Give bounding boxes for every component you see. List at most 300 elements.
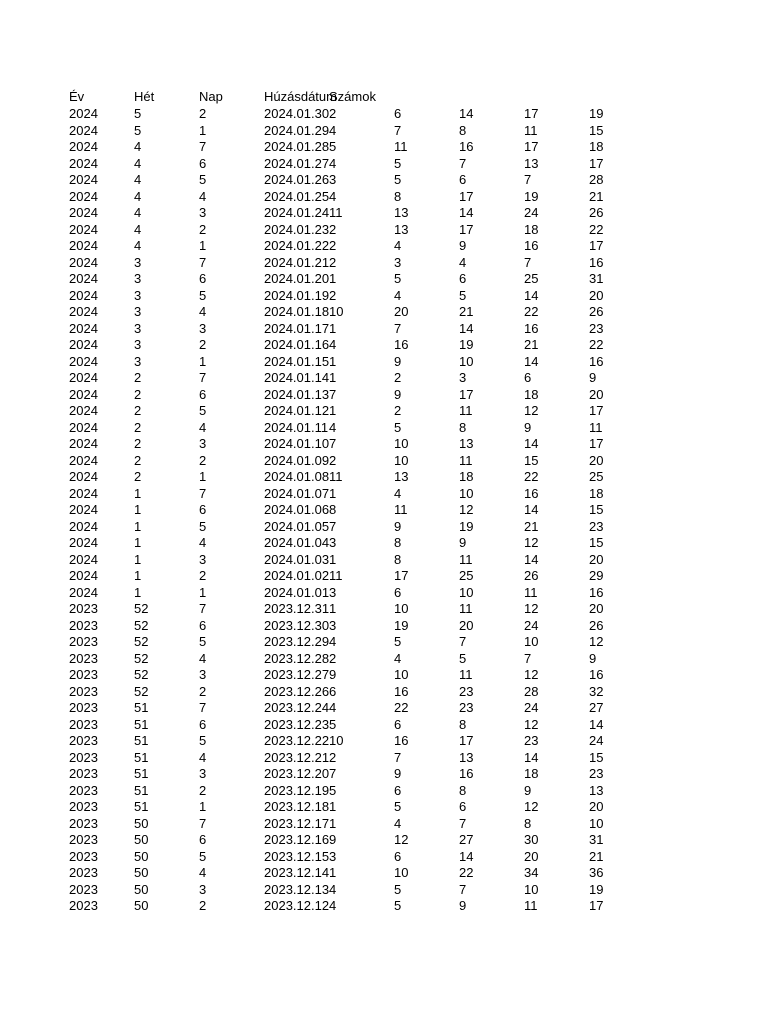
date-cell: 2023.12.13 bbox=[264, 881, 330, 897]
year-cell: 2024 bbox=[69, 139, 98, 154]
year-cell: 2023 bbox=[69, 832, 98, 847]
number-4-cell: 11 bbox=[524, 584, 538, 600]
day-cell: 6 bbox=[199, 617, 207, 633]
number-2-cell: 2 bbox=[394, 370, 402, 385]
date-cell: 2024.01.24 bbox=[264, 205, 330, 220]
year-cell: 2023 bbox=[69, 601, 98, 616]
day-cell: 1 bbox=[199, 353, 207, 369]
year-cell: 2024 bbox=[69, 353, 98, 369]
number-1-cell: 4 bbox=[329, 337, 337, 352]
week-cell: 2 bbox=[134, 386, 142, 402]
number-4-cell: 23 bbox=[524, 733, 539, 748]
number-5-cell: 29 bbox=[589, 568, 604, 583]
number-5-cell: 12 bbox=[589, 634, 604, 649]
number-3-cell: 14 bbox=[459, 848, 474, 864]
table-row bbox=[0, 700, 768, 717]
table-row bbox=[0, 337, 768, 354]
day-cell: 2 bbox=[199, 337, 207, 352]
week-cell: 5 bbox=[134, 106, 142, 121]
year-cell: 2024 bbox=[69, 221, 98, 237]
number-5-cell: 20 bbox=[589, 452, 604, 468]
number-2-cell: 5 bbox=[394, 881, 402, 897]
day-cell: 4 bbox=[199, 419, 207, 435]
date-cell: 2024.01.18 bbox=[264, 304, 330, 319]
week-cell: 2 bbox=[134, 436, 142, 451]
number-1-cell: 7 bbox=[329, 436, 337, 451]
year-cell: 2024 bbox=[69, 205, 98, 220]
number-2-cell: 20 bbox=[394, 304, 409, 319]
date-cell: 2023.12.31 bbox=[264, 601, 330, 616]
number-4-cell: 12 bbox=[524, 716, 539, 732]
number-1-cell: 11 bbox=[329, 205, 343, 220]
number-5-cell: 17 bbox=[589, 238, 604, 253]
number-5-cell: 31 bbox=[589, 271, 604, 286]
week-cell: 50 bbox=[134, 865, 149, 880]
number-1-cell: 7 bbox=[329, 766, 337, 781]
number-2-cell: 9 bbox=[394, 766, 402, 781]
number-3-cell: 16 bbox=[459, 139, 474, 154]
week-cell: 4 bbox=[134, 238, 142, 253]
week-cell: 50 bbox=[134, 848, 149, 864]
number-4-cell: 14 bbox=[524, 502, 539, 517]
number-3-cell: 8 bbox=[459, 419, 467, 435]
number-2-cell: 13 bbox=[394, 469, 409, 484]
number-5-cell: 23 bbox=[589, 518, 604, 534]
year-cell: 2023 bbox=[69, 617, 98, 633]
date-cell: 2024.01.10 bbox=[264, 436, 330, 451]
number-5-cell: 26 bbox=[589, 205, 604, 220]
number-2-cell: 16 bbox=[394, 733, 409, 748]
number-4-cell: 10 bbox=[524, 634, 539, 649]
number-2-cell: 22 bbox=[394, 700, 409, 715]
day-cell: 3 bbox=[199, 766, 207, 781]
table-row bbox=[0, 370, 768, 387]
number-3-cell: 4 bbox=[459, 254, 467, 270]
week-cell: 1 bbox=[134, 568, 142, 583]
week-cell: 52 bbox=[134, 650, 149, 666]
number-4-cell: 16 bbox=[524, 485, 539, 501]
number-2-cell: 9 bbox=[394, 518, 402, 534]
date-cell: 2024.01.21 bbox=[264, 254, 330, 270]
number-3-cell: 20 bbox=[459, 617, 474, 633]
number-3-cell: 17 bbox=[459, 386, 474, 402]
day-cell: 4 bbox=[199, 749, 207, 765]
week-cell: 2 bbox=[134, 469, 142, 484]
date-cell: 2024.01.25 bbox=[264, 188, 330, 204]
number-2-cell: 10 bbox=[394, 667, 409, 682]
date-cell: 2023.12.28 bbox=[264, 650, 330, 666]
number-1-cell: 1 bbox=[329, 815, 337, 831]
table-row bbox=[0, 172, 768, 189]
date-cell: 2024.01.14 bbox=[264, 370, 330, 385]
year-cell: 2023 bbox=[69, 865, 98, 880]
number-4-cell: 20 bbox=[524, 848, 539, 864]
date-cell: 2024.01.19 bbox=[264, 287, 330, 303]
number-4-cell: 17 bbox=[524, 139, 539, 154]
day-cell: 1 bbox=[199, 122, 207, 138]
date-cell: 2024.01.13 bbox=[264, 386, 330, 402]
number-5-cell: 36 bbox=[589, 865, 604, 880]
date-cell: 2024.01.06 bbox=[264, 502, 330, 517]
table-row bbox=[0, 799, 768, 816]
table-row bbox=[0, 156, 768, 173]
number-4-cell: 14 bbox=[524, 287, 539, 303]
number-2-cell: 10 bbox=[394, 452, 409, 468]
week-cell: 2 bbox=[134, 403, 142, 418]
table-row bbox=[0, 238, 768, 255]
date-cell: 2024.01.07 bbox=[264, 485, 330, 501]
day-cell: 1 bbox=[199, 584, 207, 600]
date-cell: 2024.01.05 bbox=[264, 518, 330, 534]
number-3-cell: 5 bbox=[459, 650, 467, 666]
table-row bbox=[0, 205, 768, 222]
year-cell: 2024 bbox=[69, 254, 98, 270]
number-1-cell: 1 bbox=[329, 271, 337, 286]
date-cell: 2024.01.04 bbox=[264, 535, 330, 550]
number-4-cell: 6 bbox=[524, 370, 532, 385]
year-cell: 2024 bbox=[69, 535, 98, 550]
date-cell: 2023.12.30 bbox=[264, 617, 330, 633]
header-ev: Év bbox=[69, 89, 85, 104]
number-3-cell: 7 bbox=[459, 634, 467, 649]
number-2-cell: 4 bbox=[394, 238, 402, 253]
table-row bbox=[0, 618, 768, 635]
number-1-cell: 9 bbox=[329, 667, 337, 682]
date-cell: 2024.01.12 bbox=[264, 403, 330, 418]
number-4-cell: 21 bbox=[524, 518, 539, 534]
week-cell: 3 bbox=[134, 337, 142, 352]
number-1-cell: 3 bbox=[329, 848, 337, 864]
table-row bbox=[0, 106, 768, 123]
number-3-cell: 11 bbox=[459, 667, 473, 682]
day-cell: 5 bbox=[199, 634, 207, 649]
number-4-cell: 18 bbox=[524, 386, 539, 402]
day-cell: 1 bbox=[199, 469, 207, 484]
week-cell: 1 bbox=[134, 535, 142, 550]
number-3-cell: 3 bbox=[459, 370, 467, 385]
year-cell: 2023 bbox=[69, 634, 98, 649]
number-4-cell: 13 bbox=[524, 155, 539, 171]
year-cell: 2024 bbox=[69, 485, 98, 501]
week-cell: 1 bbox=[134, 518, 142, 534]
week-cell: 51 bbox=[134, 782, 149, 798]
number-4-cell: 22 bbox=[524, 469, 539, 484]
table-row bbox=[0, 486, 768, 503]
number-3-cell: 19 bbox=[459, 337, 474, 352]
number-3-cell: 7 bbox=[459, 155, 467, 171]
year-cell: 2023 bbox=[69, 733, 98, 748]
table-row bbox=[0, 552, 768, 569]
number-4-cell: 14 bbox=[524, 353, 539, 369]
number-5-cell: 15 bbox=[589, 502, 604, 517]
number-4-cell: 26 bbox=[524, 568, 539, 583]
number-1-cell: 7 bbox=[329, 386, 337, 402]
table-row bbox=[0, 519, 768, 536]
number-3-cell: 25 bbox=[459, 568, 474, 583]
year-cell: 2023 bbox=[69, 881, 98, 897]
number-4-cell: 12 bbox=[524, 667, 539, 682]
number-2-cell: 19 bbox=[394, 617, 409, 633]
day-cell: 5 bbox=[199, 733, 207, 748]
number-4-cell: 12 bbox=[524, 601, 539, 616]
day-cell: 1 bbox=[199, 799, 207, 814]
table-row bbox=[0, 271, 768, 288]
table-row bbox=[0, 651, 768, 668]
week-cell: 3 bbox=[134, 353, 142, 369]
year-cell: 2024 bbox=[69, 337, 98, 352]
week-cell: 3 bbox=[134, 304, 142, 319]
number-2-cell: 7 bbox=[394, 320, 402, 336]
table-row bbox=[0, 453, 768, 470]
number-4-cell: 14 bbox=[524, 749, 539, 765]
number-4-cell: 14 bbox=[524, 551, 539, 567]
number-4-cell: 11 bbox=[524, 122, 538, 138]
day-cell: 7 bbox=[199, 139, 207, 154]
number-1-cell: 4 bbox=[329, 122, 337, 138]
week-cell: 51 bbox=[134, 733, 149, 748]
week-cell: 2 bbox=[134, 452, 142, 468]
year-cell: 2024 bbox=[69, 304, 98, 319]
number-3-cell: 16 bbox=[459, 766, 474, 781]
number-2-cell: 16 bbox=[394, 683, 409, 699]
table-row bbox=[0, 189, 768, 206]
number-3-cell: 7 bbox=[459, 881, 467, 897]
week-cell: 52 bbox=[134, 601, 149, 616]
number-3-cell: 13 bbox=[459, 436, 474, 451]
number-2-cell: 3 bbox=[394, 254, 402, 270]
table-row bbox=[0, 222, 768, 239]
week-cell: 4 bbox=[134, 155, 142, 171]
number-4-cell: 9 bbox=[524, 419, 532, 435]
day-cell: 2 bbox=[199, 782, 207, 798]
table-row bbox=[0, 469, 768, 486]
number-4-cell: 12 bbox=[524, 799, 539, 814]
date-cell: 2024.01.02 bbox=[264, 568, 330, 583]
number-3-cell: 18 bbox=[459, 469, 474, 484]
day-cell: 4 bbox=[199, 650, 207, 666]
number-5-cell: 15 bbox=[589, 749, 604, 765]
number-1-cell: 9 bbox=[329, 832, 337, 847]
number-1-cell: 4 bbox=[329, 155, 337, 171]
number-3-cell: 11 bbox=[459, 403, 473, 418]
number-4-cell: 17 bbox=[524, 106, 539, 121]
number-2-cell: 7 bbox=[394, 749, 402, 765]
day-cell: 4 bbox=[199, 535, 207, 550]
week-cell: 51 bbox=[134, 749, 149, 765]
number-2-cell: 7 bbox=[394, 122, 402, 138]
number-2-cell: 6 bbox=[394, 716, 402, 732]
year-cell: 2024 bbox=[69, 419, 98, 435]
week-cell: 3 bbox=[134, 287, 142, 303]
number-5-cell: 16 bbox=[589, 254, 604, 270]
number-4-cell: 8 bbox=[524, 815, 532, 831]
table-row bbox=[0, 601, 768, 618]
number-1-cell: 4 bbox=[329, 419, 337, 435]
day-cell: 2 bbox=[199, 683, 207, 699]
year-cell: 2024 bbox=[69, 320, 98, 336]
number-2-cell: 16 bbox=[394, 337, 409, 352]
number-2-cell: 10 bbox=[394, 865, 409, 880]
number-1-cell: 4 bbox=[329, 700, 337, 715]
number-5-cell: 20 bbox=[589, 799, 604, 814]
year-cell: 2024 bbox=[69, 106, 98, 121]
day-cell: 4 bbox=[199, 304, 207, 319]
number-1-cell: 3 bbox=[329, 584, 337, 600]
number-4-cell: 9 bbox=[524, 782, 532, 798]
week-cell: 51 bbox=[134, 799, 149, 814]
number-5-cell: 9 bbox=[589, 370, 597, 385]
date-cell: 2023.12.15 bbox=[264, 848, 330, 864]
week-cell: 3 bbox=[134, 320, 142, 336]
number-2-cell: 4 bbox=[394, 815, 402, 831]
number-1-cell: 1 bbox=[329, 485, 337, 501]
number-3-cell: 11 bbox=[459, 551, 473, 567]
year-cell: 2024 bbox=[69, 172, 98, 187]
number-1-cell: 2 bbox=[329, 106, 337, 121]
number-5-cell: 11 bbox=[589, 419, 603, 435]
number-4-cell: 24 bbox=[524, 617, 539, 633]
number-1-cell: 5 bbox=[329, 782, 337, 798]
year-cell: 2023 bbox=[69, 683, 98, 699]
number-1-cell: 2 bbox=[329, 238, 337, 253]
year-cell: 2023 bbox=[69, 700, 98, 715]
number-5-cell: 13 bbox=[589, 782, 604, 798]
number-2-cell: 4 bbox=[394, 650, 402, 666]
year-cell: 2023 bbox=[69, 766, 98, 781]
number-2-cell: 8 bbox=[394, 188, 402, 204]
number-1-cell: 3 bbox=[329, 535, 337, 550]
number-1-cell: 1 bbox=[329, 320, 337, 336]
number-3-cell: 19 bbox=[459, 518, 474, 534]
date-cell: 2024.01.30 bbox=[264, 106, 330, 121]
number-2-cell: 5 bbox=[394, 271, 402, 286]
number-2-cell: 6 bbox=[394, 106, 402, 121]
number-1-cell: 2 bbox=[329, 221, 337, 237]
number-3-cell: 8 bbox=[459, 716, 467, 732]
day-cell: 5 bbox=[199, 848, 207, 864]
number-2-cell: 9 bbox=[394, 386, 402, 402]
date-cell: 2024.01.20 bbox=[264, 271, 330, 286]
day-cell: 3 bbox=[199, 320, 207, 336]
number-3-cell: 11 bbox=[459, 601, 473, 616]
date-cell: 2023.12.16 bbox=[264, 832, 330, 847]
number-5-cell: 20 bbox=[589, 601, 604, 616]
number-4-cell: 12 bbox=[524, 403, 539, 418]
number-1-cell: 1 bbox=[329, 403, 337, 418]
number-5-cell: 23 bbox=[589, 320, 604, 336]
number-1-cell: 1 bbox=[329, 353, 337, 369]
number-4-cell: 19 bbox=[524, 188, 539, 204]
number-5-cell: 16 bbox=[589, 584, 604, 600]
year-cell: 2024 bbox=[69, 188, 98, 204]
number-3-cell: 13 bbox=[459, 749, 474, 765]
date-cell: 2024.01.15 bbox=[264, 353, 330, 369]
date-cell: 2024.01.08 bbox=[264, 469, 330, 484]
number-1-cell: 1 bbox=[329, 551, 337, 567]
number-3-cell: 5 bbox=[459, 287, 467, 303]
table-row bbox=[0, 255, 768, 272]
year-cell: 2023 bbox=[69, 716, 98, 732]
week-cell: 4 bbox=[134, 188, 142, 204]
number-3-cell: 21 bbox=[459, 304, 474, 319]
date-cell: 2024.01.16 bbox=[264, 337, 330, 352]
year-cell: 2024 bbox=[69, 155, 98, 171]
week-cell: 4 bbox=[134, 205, 142, 220]
number-3-cell: 17 bbox=[459, 733, 474, 748]
number-4-cell: 7 bbox=[524, 254, 532, 270]
week-cell: 52 bbox=[134, 683, 149, 699]
number-3-cell: 7 bbox=[459, 815, 467, 831]
number-3-cell: 9 bbox=[459, 898, 467, 913]
table-row bbox=[0, 568, 768, 585]
year-cell: 2024 bbox=[69, 551, 98, 567]
year-cell: 2024 bbox=[69, 584, 98, 600]
number-5-cell: 20 bbox=[589, 551, 604, 567]
day-cell: 7 bbox=[199, 815, 207, 831]
number-5-cell: 18 bbox=[589, 139, 604, 154]
number-4-cell: 25 bbox=[524, 271, 539, 286]
number-2-cell: 4 bbox=[394, 485, 402, 501]
day-cell: 7 bbox=[199, 700, 207, 715]
table-row bbox=[0, 403, 768, 420]
number-2-cell: 2 bbox=[394, 403, 402, 418]
table-row bbox=[0, 585, 768, 602]
table-row bbox=[0, 123, 768, 140]
header-huzasdatum: Húzásdátum bbox=[264, 89, 337, 104]
number-4-cell: 10 bbox=[524, 881, 539, 897]
number-5-cell: 9 bbox=[589, 650, 597, 666]
number-1-cell: 1 bbox=[329, 370, 337, 385]
date-cell: 2024.01.11 bbox=[264, 419, 329, 435]
number-4-cell: 34 bbox=[524, 865, 539, 880]
week-cell: 1 bbox=[134, 502, 142, 517]
date-cell: 2023.12.14 bbox=[264, 865, 330, 880]
year-cell: 2024 bbox=[69, 469, 98, 484]
number-1-cell: 7 bbox=[329, 518, 337, 534]
year-cell: 2024 bbox=[69, 518, 98, 534]
week-cell: 51 bbox=[134, 700, 149, 715]
number-3-cell: 10 bbox=[459, 485, 474, 501]
number-3-cell: 9 bbox=[459, 535, 467, 550]
number-1-cell: 4 bbox=[329, 898, 337, 913]
date-cell: 2023.12.29 bbox=[264, 634, 330, 649]
number-1-cell: 2 bbox=[329, 254, 337, 270]
number-1-cell: 6 bbox=[329, 683, 337, 699]
number-4-cell: 18 bbox=[524, 221, 539, 237]
year-cell: 2024 bbox=[69, 452, 98, 468]
day-cell: 7 bbox=[199, 370, 207, 385]
date-cell: 2023.12.19 bbox=[264, 782, 330, 798]
number-3-cell: 8 bbox=[459, 782, 467, 798]
number-3-cell: 8 bbox=[459, 122, 467, 138]
number-1-cell: 1 bbox=[329, 601, 337, 616]
date-cell: 2024.01.03 bbox=[264, 551, 330, 567]
number-5-cell: 17 bbox=[589, 898, 604, 913]
number-5-cell: 15 bbox=[589, 535, 604, 550]
day-cell: 7 bbox=[199, 485, 207, 501]
week-cell: 50 bbox=[134, 898, 149, 913]
number-3-cell: 14 bbox=[459, 106, 474, 121]
number-1-cell: 11 bbox=[329, 469, 343, 484]
date-cell: 2024.01.26 bbox=[264, 172, 330, 187]
week-cell: 2 bbox=[134, 419, 142, 435]
day-cell: 5 bbox=[199, 287, 207, 303]
year-cell: 2024 bbox=[69, 436, 98, 451]
date-cell: 2024.01.29 bbox=[264, 122, 330, 138]
week-cell: 50 bbox=[134, 832, 149, 847]
week-cell: 3 bbox=[134, 271, 142, 286]
number-1-cell: 5 bbox=[329, 139, 337, 154]
